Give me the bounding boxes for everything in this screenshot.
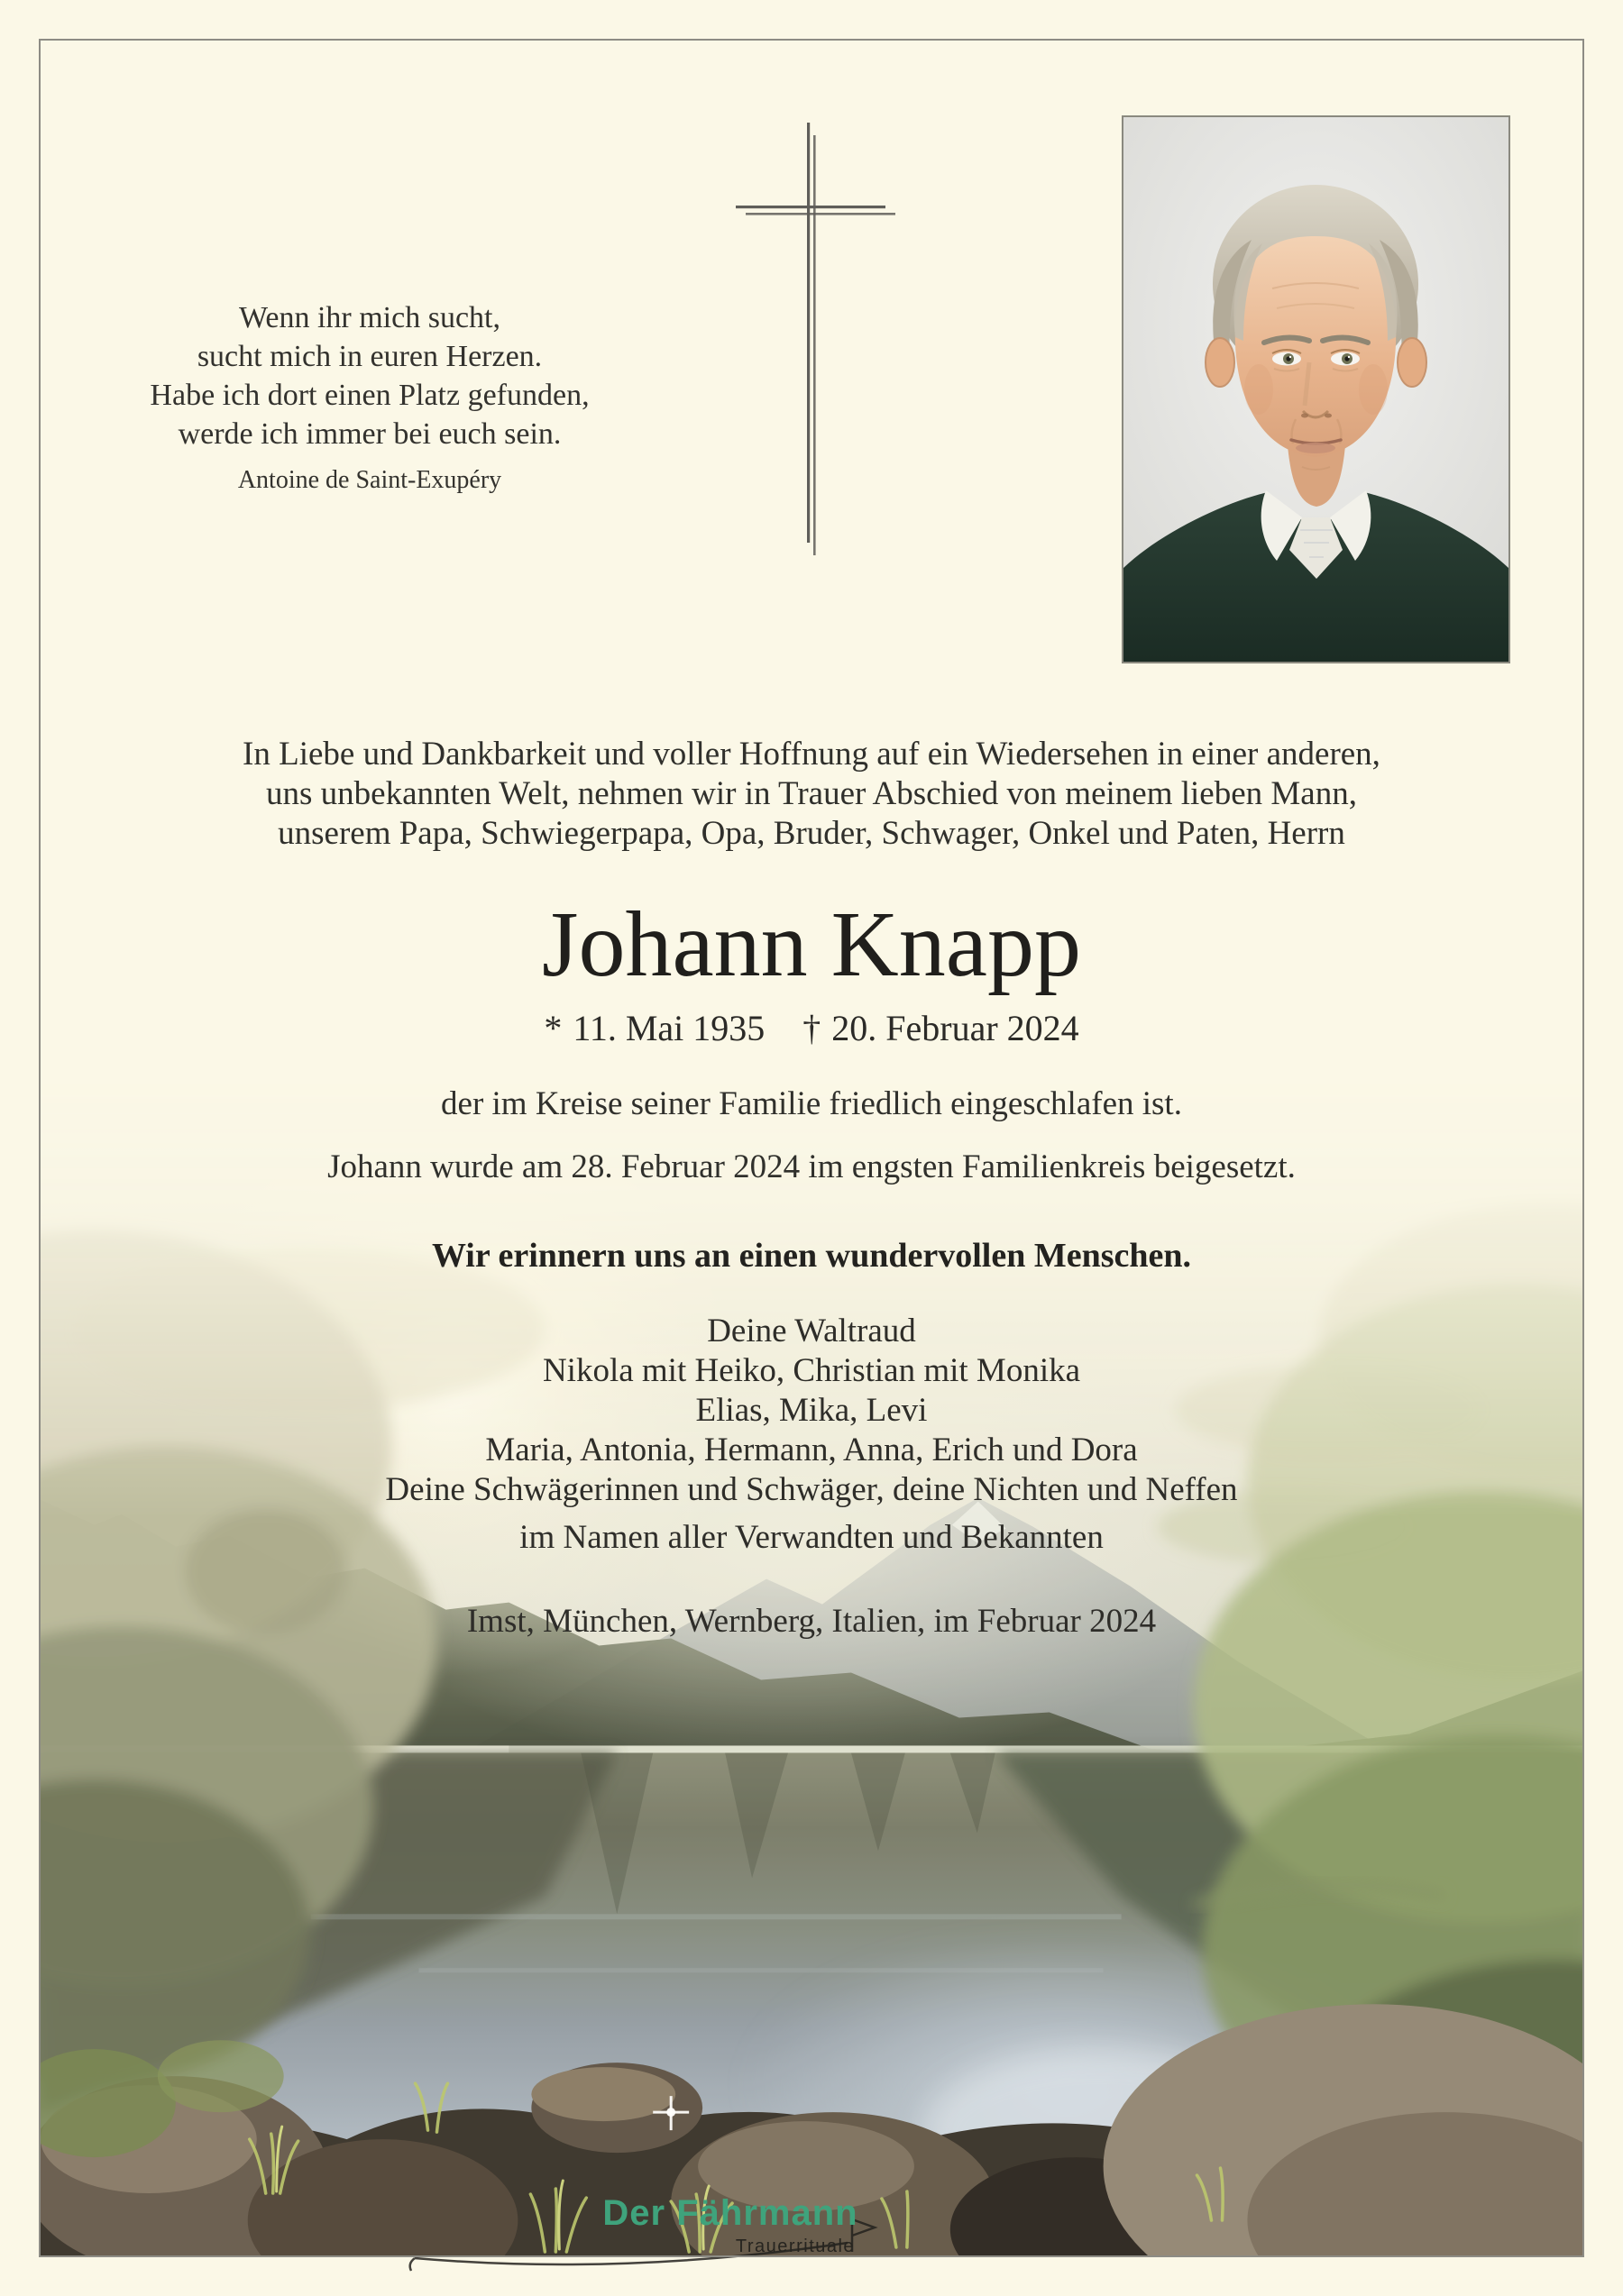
in-names-line: im Namen aller Verwandten und Bekannten bbox=[519, 1519, 1104, 1556]
mourner-line: Deine Waltraud bbox=[707, 1313, 916, 1349]
death-symbol: † bbox=[802, 1008, 821, 1048]
location-date-line: Imst, München, Wernberg, Italien, im Februar 2024 bbox=[466, 1603, 1157, 1640]
quote-line: Wenn ihr mich sucht, bbox=[239, 301, 500, 334]
intro-line: In Liebe und Dankbarkeit und voller Hoffnung auf ein Wiedersehen in einer anderen, bbox=[243, 736, 1380, 773]
quote-line: werde ich immer bei euch sein. bbox=[178, 417, 562, 451]
passing-line: der im Kreise seiner Familie friedlich eingeschlafen ist. bbox=[441, 1085, 1182, 1122]
mourner-line: Maria, Antonia, Hermann, Anna, Erich und Dora bbox=[485, 1432, 1138, 1468]
funeral-home-subtitle: Trauerrituale bbox=[735, 2237, 856, 2256]
memorial-quote bbox=[9, 298, 730, 496]
quote-line: Habe ich dort einen Platz gefunden, bbox=[150, 379, 590, 412]
latin-cross-icon bbox=[712, 108, 911, 563]
life-dates bbox=[135, 1008, 1488, 1049]
death-date: 20. Februar 2024 bbox=[831, 1008, 1079, 1048]
quote-line: sucht mich in euren Herzen. bbox=[197, 340, 543, 373]
birth-date: 11. Mai 1935 bbox=[573, 1008, 766, 1048]
intro-line: uns unbekannten Welt, nehmen wir in Trauer Abschied von meinem lieben Mann, bbox=[266, 775, 1357, 812]
portrait-photo bbox=[1122, 115, 1510, 663]
deceased-name: Johann Knapp bbox=[542, 892, 1081, 996]
intro-line: unserem Papa, Schwiegerpapa, Opa, Bruder, Schwager, Onkel und Paten, Herrn bbox=[278, 815, 1345, 852]
mourner-line: Nikola mit Heiko, Christian mit Monika bbox=[542, 1352, 1081, 1389]
quote-lines bbox=[9, 298, 730, 453]
mourner-line: Elias, Mika, Levi bbox=[695, 1392, 928, 1429]
mourners-list bbox=[135, 1312, 1488, 1510]
quote-attribution: Antoine de Saint-Exupéry bbox=[237, 466, 502, 494]
birth-symbol: * bbox=[544, 1008, 563, 1048]
mourner-line: Deine Schwägerinnen und Schwäger, deine Nichten und Neffen bbox=[385, 1471, 1238, 1508]
burial-line: Johann wurde am 28. Februar 2024 im engsten Familienkreis beigesetzt. bbox=[327, 1148, 1296, 1185]
remembrance-line: Wir erinnern uns an einen wundervollen Menschen. bbox=[431, 1237, 1192, 1275]
funeral-home-logo: Der Fährmann bbox=[602, 2193, 858, 2233]
announcement-intro bbox=[135, 735, 1488, 854]
